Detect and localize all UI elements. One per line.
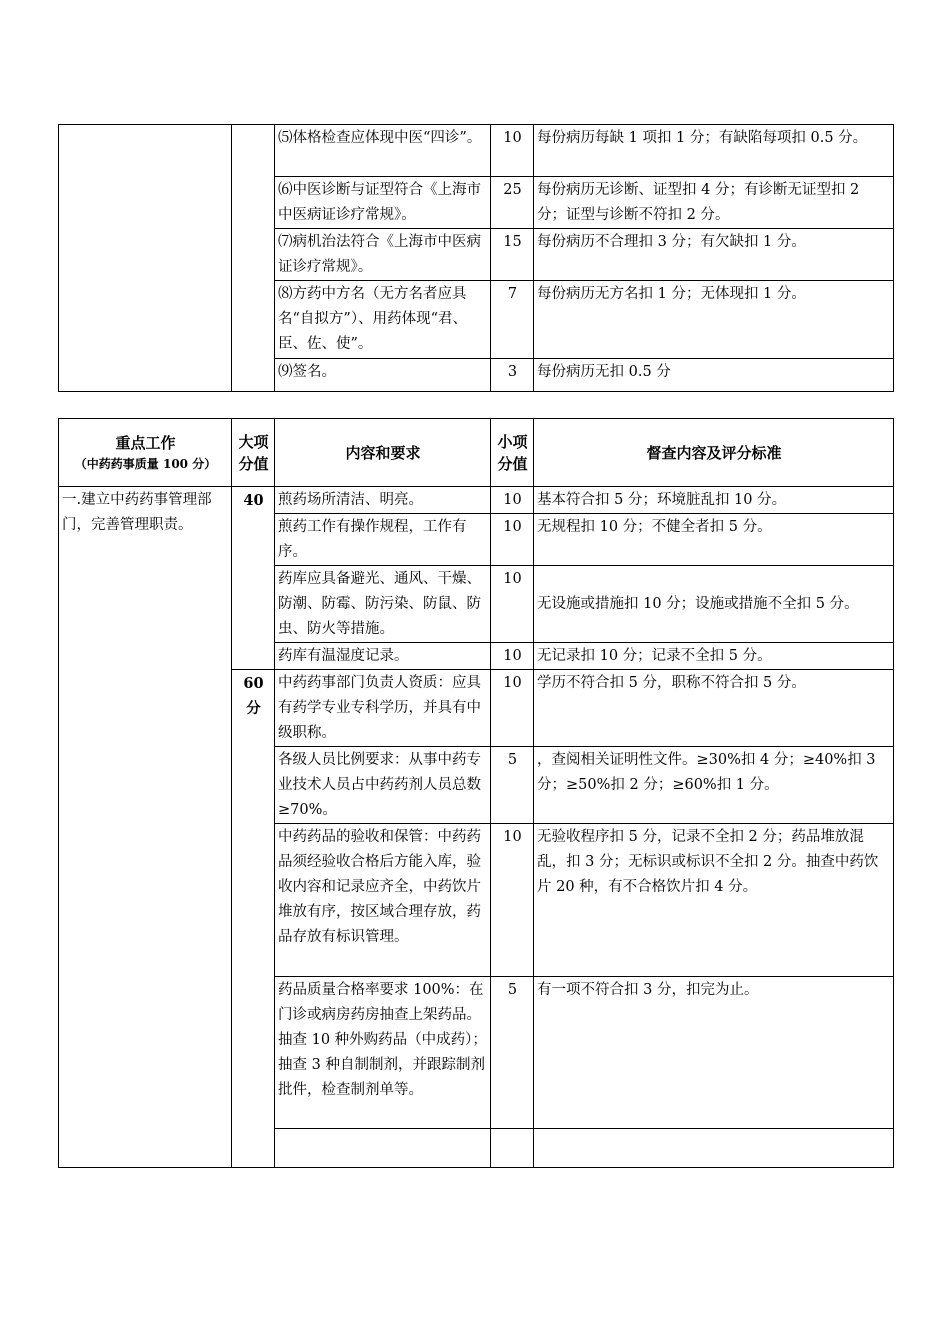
standard-cell: 每份病历无方名扣 1 分；无体现扣 1 分。 xyxy=(534,281,894,359)
header-major-score: 大项分值 xyxy=(232,419,275,487)
standard-cell: 无验收程序扣 5 分，记录不全扣 2 分；药品堆放混乱，扣 3 分；无标识或标识不全扣 2 分。抽查中药饮片 20 种，有不合格饮片扣 4 分。 xyxy=(534,824,894,977)
content-cell: 药库应具备避光、通风、干燥、防潮、防霉、防污染、防鼠、防虫、防火等措施。 xyxy=(275,566,491,643)
content-cell: 中药药事部门负责人资质：应具有药学专业专科学历，并具有中级职称。 xyxy=(275,670,491,747)
item-score-cell: 10 xyxy=(491,643,534,670)
content-cell: 药品质量合格率要求 100%：在门诊或病房药房抽查上架药品。抽查 10 种外购药品（中成药）；抽查 3 种自制制剂，并跟踪制剂批件，检查制剂单等。 xyxy=(275,977,491,1129)
scoring-table-continued xyxy=(58,124,894,392)
table-row xyxy=(59,125,894,177)
item-score-cell: 10 xyxy=(491,125,534,177)
standard-cell: 每份病历每缺 1 项扣 1 分；有缺陷每项扣 0.5 分。 xyxy=(534,125,894,177)
content-cell: 煎药场所清洁、明亮。 xyxy=(275,487,491,514)
standard-cell: 有一项不符合扣 3 分，扣完为止。 xyxy=(534,977,894,1129)
header-item-score: 小项分值 xyxy=(491,419,534,487)
content-cell: ⑺病机治法符合《上海市中医病证诊疗常规》。 xyxy=(275,229,491,281)
content-cell: 药库有温湿度记录。 xyxy=(275,643,491,670)
standard-cell xyxy=(534,1129,894,1168)
header-key-work-sub: （中药药事质量 100 分） xyxy=(74,457,217,471)
standard-cell: 每份病历无诊断、证型扣 4 分；有诊断无证型扣 2 分；证型与诊断不符扣 2 分。 xyxy=(534,177,894,229)
content-cell xyxy=(275,1129,491,1168)
tcm-pharmacy-quality-table xyxy=(58,418,894,1168)
section-title-cell: 一.建立中药药事管理部门，完善管理职责。 xyxy=(59,487,232,1168)
content-cell: 煎药工作有操作规程，工作有序。 xyxy=(275,514,491,566)
item-score-cell: 10 xyxy=(491,566,534,643)
item-score-cell: 3 xyxy=(491,359,534,392)
header-standard: 督查内容及评分标准 xyxy=(534,419,894,487)
item-score-cell: 15 xyxy=(491,229,534,281)
header-key-work xyxy=(59,419,232,487)
major-score-cell: 40 xyxy=(232,487,275,670)
item-score-cell: 10 xyxy=(491,670,534,747)
header-key-work-label: 重点工作 xyxy=(115,434,176,452)
standard-cell: 学历不符合扣 5 分，职称不符合扣 5 分。 xyxy=(534,670,894,747)
standard-cell: 无设施或措施扣 10 分；设施或措施不全扣 5 分。 xyxy=(534,566,894,643)
major-score-cell: 60 分 xyxy=(232,670,275,1168)
table-header-row xyxy=(59,419,894,487)
item-score-cell: 10 xyxy=(491,824,534,977)
item-score-cell: 5 xyxy=(491,977,534,1129)
content-cell: 各级人员比例要求：从事中药专业技术人员占中药药剂人员总数≥70%。 xyxy=(275,747,491,824)
content-cell: ⑻方药中方名（无方名者应具名“自拟方”）、用药体现“君、臣、佐、使”。 xyxy=(275,281,491,359)
content-cell: ⑸体格检查应体现中医“四诊”。 xyxy=(275,125,491,177)
table-row xyxy=(59,487,894,514)
header-content: 内容和要求 xyxy=(275,419,491,487)
major-score-cell xyxy=(232,125,275,392)
content-cell: ⑹中医诊断与证型符合《上海市中医病证诊疗常规》。 xyxy=(275,177,491,229)
item-score-cell: 25 xyxy=(491,177,534,229)
standard-cell: 每份病历无扣 0.5 分 xyxy=(534,359,894,392)
item-score-cell: 10 xyxy=(491,514,534,566)
content-cell: 中药药品的验收和保管：中药药品须经验收合格后方能入库，验收内容和记录应齐全，中药饮片堆放有序，按区域合理存放，药品存放有标识管理。 xyxy=(275,824,491,977)
standard-cell: 基本符合扣 5 分；环境脏乱扣 10 分。 xyxy=(534,487,894,514)
standard-cell: 无规程扣 10 分；不健全者扣 5 分。 xyxy=(534,514,894,566)
key-work-cell xyxy=(59,125,232,392)
content-cell: ⑼签名。 xyxy=(275,359,491,392)
item-score-cell: 7 xyxy=(491,281,534,359)
standard-cell: 每份病历不合理扣 3 分；有欠缺扣 1 分。 xyxy=(534,229,894,281)
item-score-cell xyxy=(491,1129,534,1168)
item-score-cell: 10 xyxy=(491,487,534,514)
item-score-cell: 5 xyxy=(491,747,534,824)
standard-cell: 无记录扣 10 分；记录不全扣 5 分。 xyxy=(534,643,894,670)
standard-cell: ，查阅相关证明性文件。≥30%扣 4 分；≥40%扣 3 分；≥50%扣 2 分；≥60%扣 1 分。 xyxy=(534,747,894,824)
